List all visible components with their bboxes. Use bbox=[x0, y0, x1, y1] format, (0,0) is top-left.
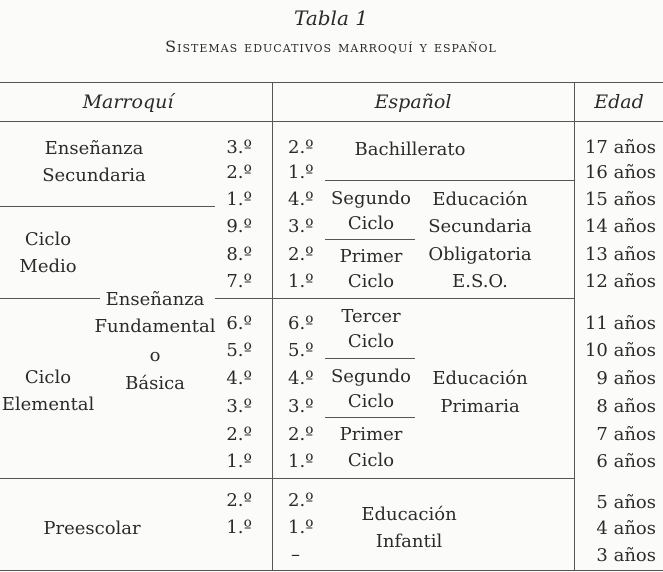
header-marroqui: Marroquí bbox=[82, 91, 174, 113]
label-primaria-2: Primaria bbox=[440, 396, 520, 417]
marroqui-separator bbox=[0, 206, 215, 207]
espanol-grade: 2.º bbox=[288, 424, 314, 445]
espanol-grade: 1.º bbox=[288, 451, 314, 472]
marroqui-grade: 3.º bbox=[226, 396, 252, 417]
label-segundo-ciclo-eso-1: Segundo bbox=[330, 188, 412, 209]
espanol-grade: – bbox=[291, 544, 300, 565]
espanol-grade: 6.º bbox=[288, 313, 314, 334]
label-segundo-ciclo-primaria-2: Ciclo bbox=[347, 391, 395, 412]
age-value: 4 años bbox=[596, 518, 656, 539]
column-divider-espanol-edad bbox=[574, 82, 575, 570]
age-value: 14 años bbox=[584, 216, 656, 237]
label-tercer-ciclo-2: Ciclo bbox=[347, 331, 395, 352]
label-primer-ciclo-primaria-2: Ciclo bbox=[347, 450, 395, 471]
espanol-grade: 3.º bbox=[288, 396, 314, 417]
marroqui-separator bbox=[0, 298, 100, 299]
age-value: 9 años bbox=[596, 368, 656, 389]
espanol-grade: 2.º bbox=[288, 490, 314, 511]
label-ensenanza-fundamental-2: Fundamental bbox=[94, 316, 216, 337]
table-title: Tabla 1 bbox=[294, 6, 368, 30]
label-tercer-ciclo-1: Tercer bbox=[341, 306, 401, 327]
espanol-grade: 5.º bbox=[288, 340, 314, 361]
label-ensenanza-secundaria-1: Enseñanza bbox=[44, 138, 144, 159]
espanol-grade: 2.º bbox=[288, 244, 314, 265]
label-ciclo-medio-1: Ciclo bbox=[24, 229, 72, 250]
label-infantil-1: Educación bbox=[361, 504, 457, 525]
age-value: 6 años bbox=[596, 451, 656, 472]
marroqui-grade: 2.º bbox=[226, 490, 252, 511]
espanol-grade: 4.º bbox=[288, 368, 314, 389]
marroqui-grade: 5.º bbox=[226, 340, 252, 361]
table-top-rule bbox=[0, 82, 663, 83]
espanol-grade: 3.º bbox=[288, 216, 314, 237]
espanol-grade: 1.º bbox=[288, 271, 314, 292]
marroqui-grade: 8.º bbox=[226, 244, 252, 265]
column-divider-marroqui-espanol bbox=[272, 82, 273, 570]
label-primaria-1: Educación bbox=[432, 368, 528, 389]
marroqui-grade: 1.º bbox=[226, 451, 252, 472]
label-primer-ciclo-eso-2: Ciclo bbox=[347, 271, 395, 292]
header-espanol: Español bbox=[374, 91, 452, 113]
age-value: 17 años bbox=[584, 137, 656, 158]
espanol-separator bbox=[325, 239, 415, 240]
label-ensenanza-secundaria-2: Secundaria bbox=[42, 165, 146, 186]
espanol-separator bbox=[272, 298, 575, 299]
age-value: 15 años bbox=[584, 189, 656, 210]
age-value: 16 años bbox=[584, 162, 656, 183]
table-subtitle: Sistemas educativos marroquí y español bbox=[165, 37, 497, 56]
label-segundo-ciclo-primaria-1: Segundo bbox=[330, 366, 412, 387]
marroqui-grade: 6.º bbox=[226, 313, 252, 334]
age-value: 3 años bbox=[596, 545, 656, 566]
label-eso-4: E.S.O. bbox=[452, 271, 508, 292]
espanol-separator bbox=[325, 417, 415, 418]
label-ensenanza-fundamental-4: Básica bbox=[125, 373, 185, 394]
label-eso-2: Secundaria bbox=[428, 216, 532, 237]
marroqui-grade: 9.º bbox=[226, 216, 252, 237]
label-ciclo-elemental-2: Elemental bbox=[1, 394, 95, 415]
marroqui-grade: 1.º bbox=[226, 517, 252, 538]
marroqui-grade: 3.º bbox=[226, 137, 252, 158]
age-value: 10 años bbox=[584, 340, 656, 361]
label-ciclo-medio-2: Medio bbox=[19, 256, 77, 277]
marroqui-grade: 2.º bbox=[226, 162, 252, 183]
marroqui-separator bbox=[0, 478, 272, 479]
age-value: 12 años bbox=[584, 271, 656, 292]
espanol-separator bbox=[272, 478, 575, 479]
age-value: 5 años bbox=[596, 492, 656, 513]
label-primer-ciclo-primaria-1: Primer bbox=[339, 424, 403, 445]
label-primer-ciclo-eso-1: Primer bbox=[339, 246, 403, 267]
header-edad: Edad bbox=[594, 91, 644, 113]
espanol-grade: 1.º bbox=[288, 517, 314, 538]
espanol-grade: 4.º bbox=[288, 189, 314, 210]
marroqui-separator bbox=[215, 298, 272, 299]
marroqui-grade: 7.º bbox=[226, 271, 252, 292]
espanol-separator bbox=[325, 180, 575, 181]
age-value: 13 años bbox=[584, 244, 656, 265]
label-eso-3: Obligatoria bbox=[428, 244, 532, 265]
label-ensenanza-fundamental-1: Enseñanza bbox=[105, 289, 205, 310]
label-segundo-ciclo-eso-2: Ciclo bbox=[347, 213, 395, 234]
table-bottom-rule bbox=[0, 570, 663, 571]
header-rule bbox=[0, 121, 663, 122]
espanol-grade: 1.º bbox=[288, 162, 314, 183]
marroqui-grade: 2.º bbox=[226, 424, 252, 445]
age-value: 8 años bbox=[596, 396, 656, 417]
age-value: 11 años bbox=[584, 313, 656, 334]
marroqui-grade: 4.º bbox=[226, 368, 252, 389]
label-ensenanza-fundamental-3: o bbox=[149, 345, 161, 366]
label-infantil-2: Infantil bbox=[375, 531, 443, 552]
espanol-grade: 2.º bbox=[288, 137, 314, 158]
age-value: 7 años bbox=[596, 424, 656, 445]
label-eso-1: Educación bbox=[432, 189, 528, 210]
label-bachillerato: Bachillerato bbox=[354, 139, 466, 160]
label-ciclo-elemental-1: Ciclo bbox=[24, 367, 72, 388]
marroqui-grade: 1.º bbox=[226, 189, 252, 210]
label-preescolar: Preescolar bbox=[43, 518, 141, 539]
espanol-separator bbox=[325, 358, 415, 359]
